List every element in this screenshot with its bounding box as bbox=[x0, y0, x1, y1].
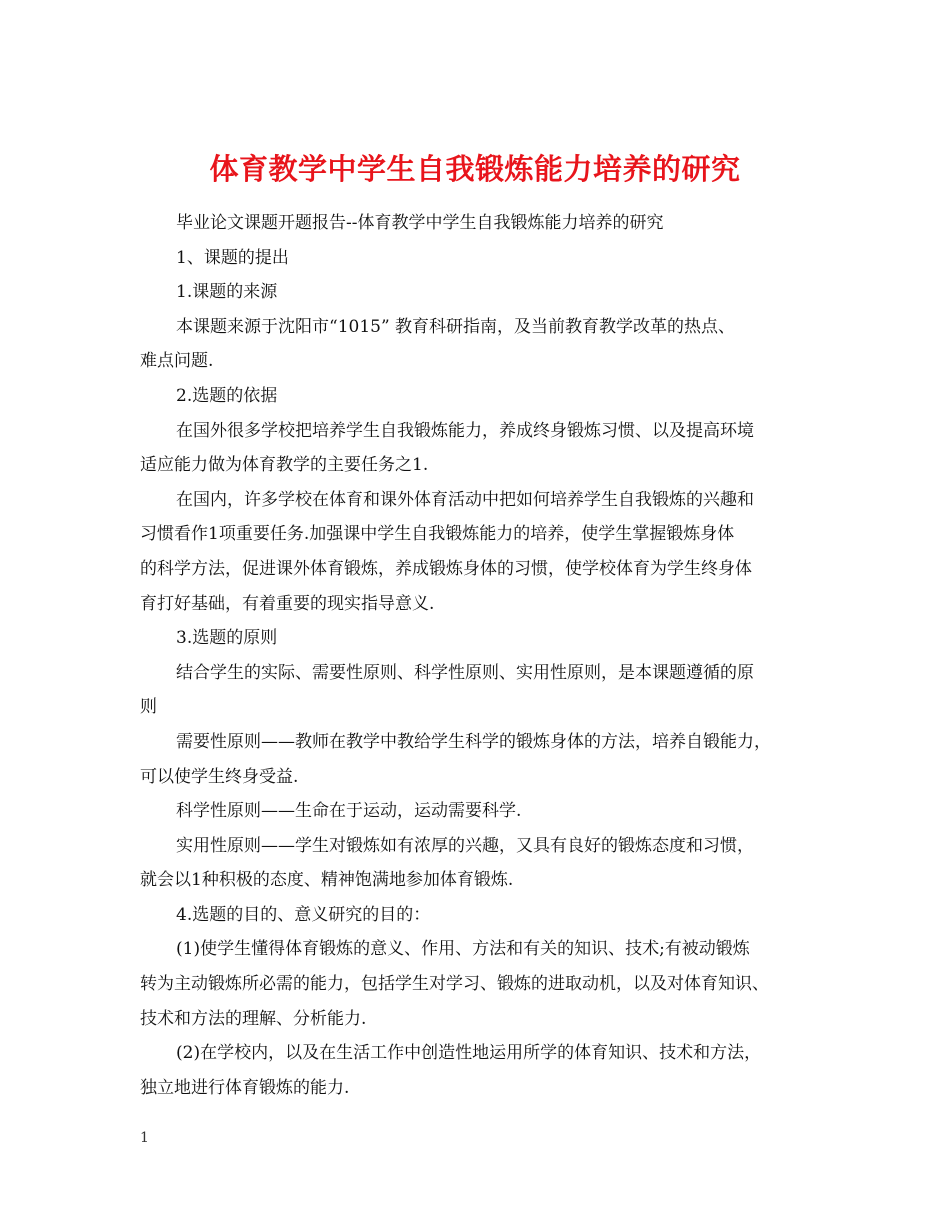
paragraph-line: 独立地进行体育锻炼的能力. bbox=[140, 1077, 350, 1098]
paragraph-line: 难点问题. bbox=[140, 351, 214, 372]
paragraph-line: 在国内，许多学校在体育和课外体育活动中把如何培养学生自我锻炼的兴趣和 bbox=[176, 489, 754, 510]
paragraph-line: (1)使学生懂得体育锻炼的意义、作用、方法和有关的知识、技术;有被动锻炼 bbox=[176, 939, 750, 960]
subsection-heading: 3.选题的原则 bbox=[176, 628, 278, 649]
paragraph-line: 本课题来源于沈阳市“1015” 教育科研指南，及当前教育教学改革的热点、 bbox=[176, 316, 736, 337]
paragraph-line: 育打好基础，有着重要的现实指导意义. bbox=[140, 593, 435, 614]
paragraph-line: 就会以1种积极的态度、精神饱满地参加体育锻炼. bbox=[140, 870, 514, 891]
subsection-heading: 4.选题的目的、意义研究的目的： bbox=[176, 904, 431, 925]
subsection-heading: 2.选题的依据 bbox=[176, 385, 278, 406]
paragraph-line: 转为主动锻炼所必需的能力，包括学生对学习、锻炼的进取动机，以及对体育知识、 bbox=[140, 974, 769, 995]
document-body bbox=[140, 206, 830, 1105]
paragraph-line: 在国外很多学校把培养学生自我锻炼能力，养成终身锻炼习惯、以及提高环境 bbox=[176, 420, 754, 441]
paragraph-line: 结合学生的实际、需要性原则、科学性原则、实用性原则，是本课题遵循的原 bbox=[176, 662, 754, 683]
paragraph-line: 毕业论文课题开题报告--体育教学中学生自我锻炼能力培养的研究 bbox=[176, 213, 664, 233]
paragraph-line: 的科学方法，促进课外体育锻炼，养成锻炼身体的习惯，使学校体育为学生终身体 bbox=[140, 558, 752, 579]
paragraph-line: 技术和方法的理解、分析能力. bbox=[140, 1008, 367, 1029]
paragraph-line: 需要性原则——教师在教学中教给学生科学的锻炼身体的方法，培养自锻能力， bbox=[176, 731, 771, 752]
paragraph-line: 适应能力做为体育教学的主要任务之1. bbox=[140, 455, 429, 476]
paragraph-line: 可以使学生终身受益. bbox=[140, 766, 299, 787]
paragraph-line: (2)在学校内，以及在生活工作中创造性地运用所学的体育知识、技术和方法， bbox=[176, 1043, 762, 1064]
paragraph-line: 科学性原则——生命在于运动，运动需要科学. bbox=[176, 801, 522, 822]
paragraph-line: 习惯看作1项重要任务.加强课中学生自我锻炼能力的培养，使学生掌握锻炼身体 bbox=[140, 524, 735, 545]
section-heading: 1、课题的提出 bbox=[176, 247, 289, 268]
paragraph-line: 则 bbox=[140, 697, 157, 718]
subsection-heading: 1.课题的来源 bbox=[176, 282, 278, 303]
document-title: 体育教学中学生自我锻炼能力培养的研究 bbox=[209, 152, 741, 187]
page-number: 1 bbox=[140, 1130, 149, 1146]
paragraph-line: 实用性原则——学生对锻炼如有浓厚的兴趣，又具有良好的锻炼态度和习惯， bbox=[176, 835, 754, 856]
